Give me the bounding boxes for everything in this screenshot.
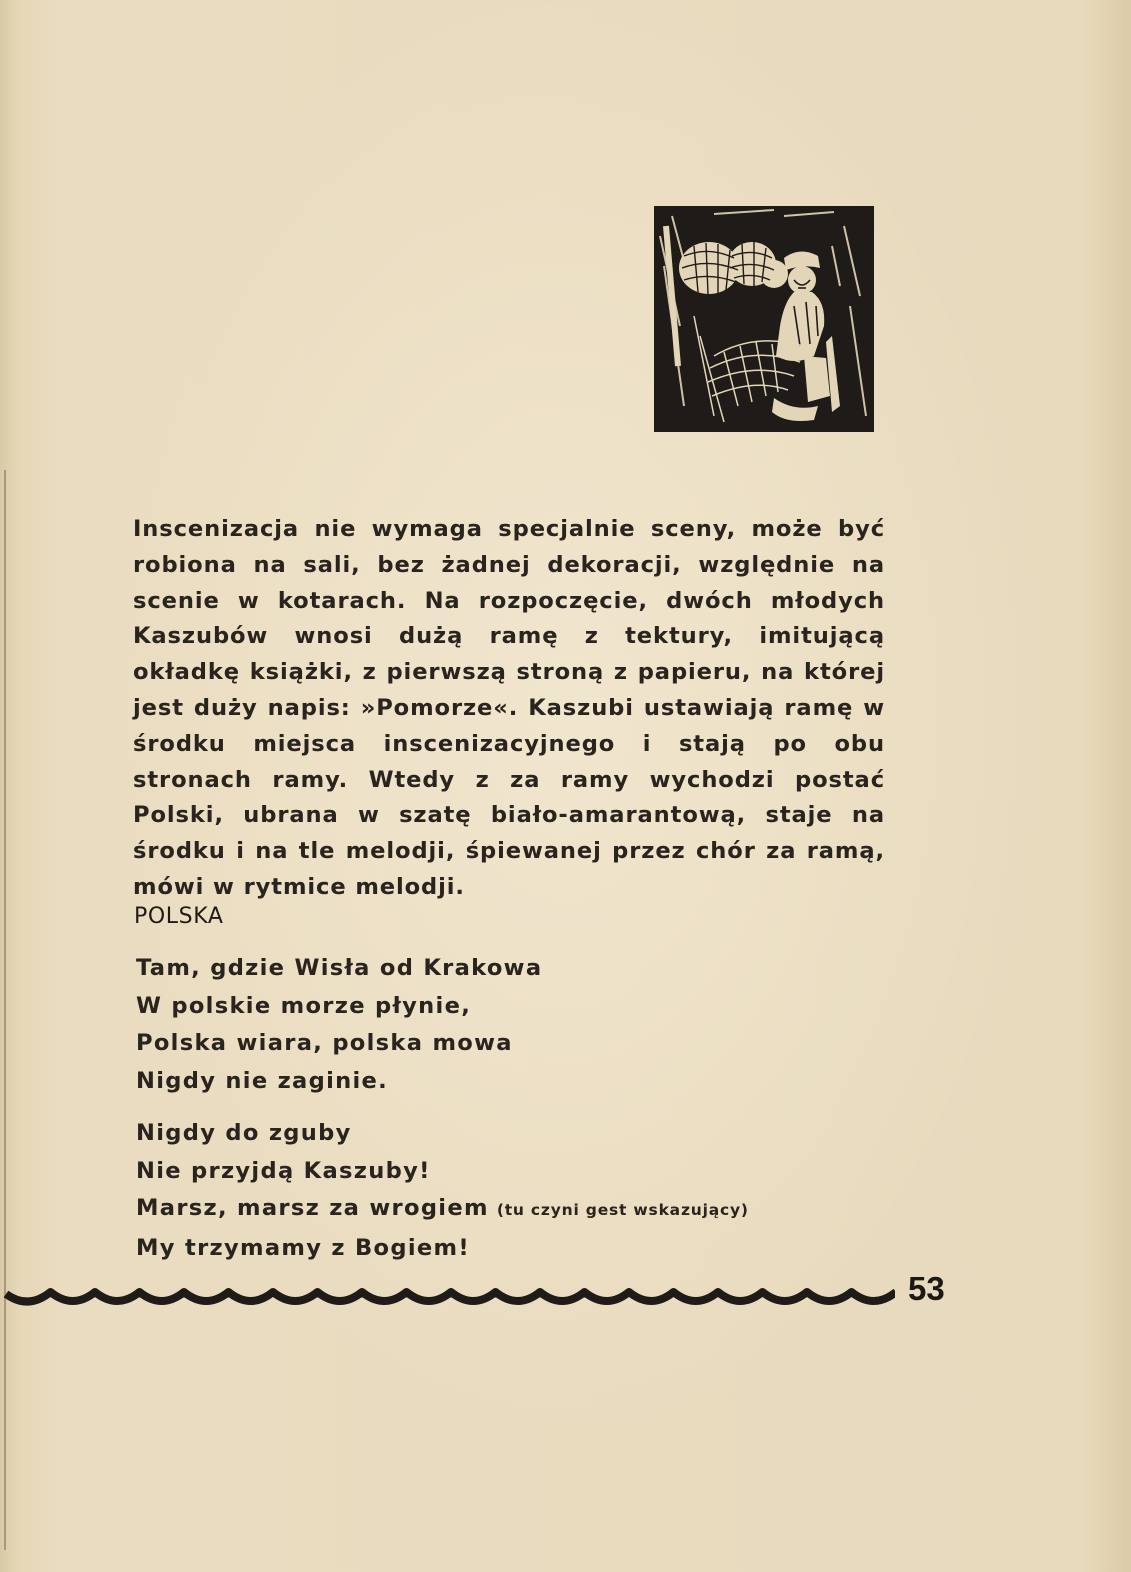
- poem-line: Nie przyjdą Kaszuby!: [136, 1157, 431, 1184]
- poem-stanza-2: [136, 1115, 749, 1267]
- poem-line: W polskie morze płynie,: [136, 992, 472, 1019]
- poem-line: Nigdy do zguby: [136, 1120, 352, 1146]
- page-number: 53: [908, 1270, 945, 1307]
- poem-stanza-1: [136, 950, 542, 1100]
- poem-line: Nigdy nie zaginie.: [136, 1067, 389, 1094]
- woodcut-fisherman-mending-net-icon: [654, 206, 874, 432]
- poem-line: Tam, gdzie Wisła od Krakowa: [136, 955, 543, 981]
- stage-aside: (tu czyni gest wskazujący): [496, 1201, 749, 1219]
- poem-line-text: Marsz, marsz za wrogiem: [136, 1195, 489, 1221]
- poem-line-with-aside: [136, 1190, 749, 1230]
- poem-line: My trzymamy z Bogiem!: [136, 1234, 470, 1261]
- stage-directions-paragraph: Inscenizacja nie wymaga specjalnie sceny, może być robiona na sali, bez żadnej dekoracji, względnie na scenie w kotarach. Na rozpoczęcie, dwóch młodych Kaszubów wnosi dużą ramę z tektury, imitującą okładkę książki, z pierwszą stroną z papieru, na której jest duży napis: »Pomorze«. Kaszubi ustawiają ramę w środku miejsca inscenizacyjnego i stają po obu stronach ramy. Wtedy z za ramy wychodzi postać Polski, ubrana w szatę biało-amarantową, staje na środku i na tle melodji, śpiewanej przez chór za ramą, mówi w rytmice melodji.: [133, 516, 885, 900]
- poem-line: Polska wiara, polska mowa: [136, 1030, 513, 1056]
- speaker-heading: POLSKA: [134, 904, 224, 929]
- wave-divider: [0, 1270, 895, 1314]
- page-edge: [4, 470, 6, 1550]
